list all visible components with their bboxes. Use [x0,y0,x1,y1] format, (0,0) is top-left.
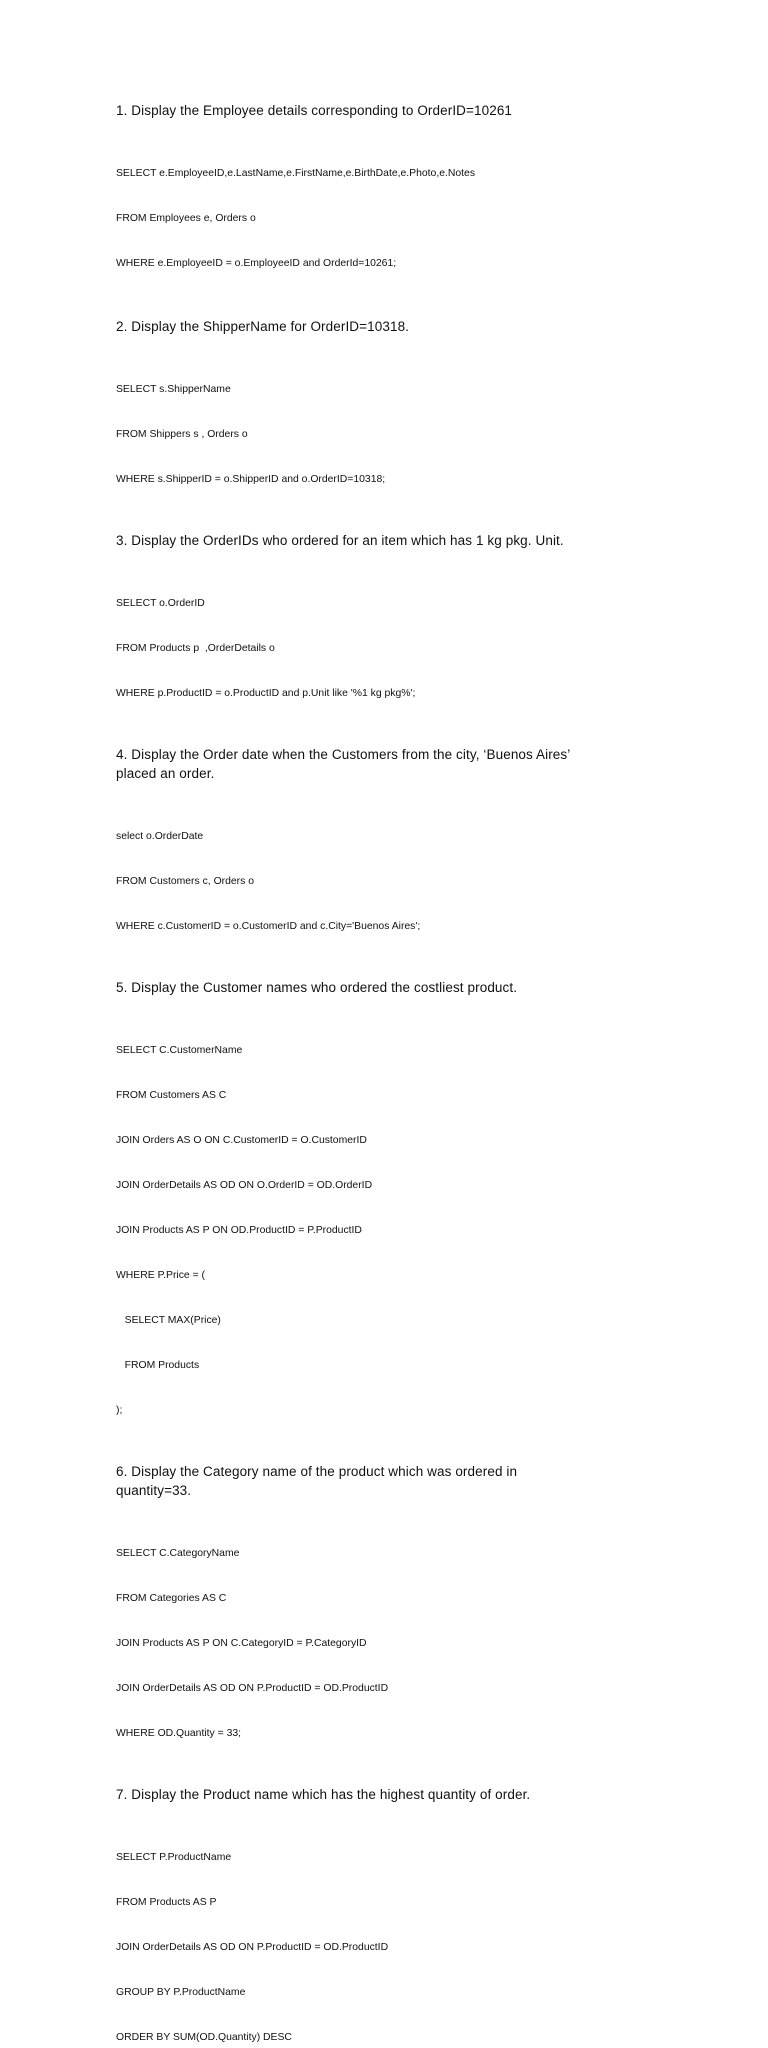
sql-code-block [116,352,716,517]
question-block-4 [116,745,716,964]
code-line: JOIN Products AS P ON OD.ProductID = P.ProductID [116,1225,362,1236]
question-block-3 [116,531,716,731]
code-line: ORDER BY SUM(OD.Quantity) DESC [116,2032,292,2043]
code-line: SELECT s.ShipperName [116,384,231,395]
document-page [116,101,716,2048]
sql-code-block [116,136,716,301]
code-line: ); [116,1405,123,1416]
code-line: FROM Products p ,OrderDetails o [116,643,275,654]
code-line: FROM Products [116,1360,200,1371]
question-block-6 [116,1462,716,1771]
code-line: JOIN OrderDetails AS OD ON P.ProductID = OD.ProductID [116,1942,389,1953]
sql-code-block [116,1013,716,1448]
code-line: SELECT e.EmployeeID,e.LastName,e.FirstName,e.BirthDate,e.Photo,e.Notes [116,168,476,179]
code-line: SELECT C.CategoryName [116,1548,240,1559]
code-line: GROUP BY P.ProductName [116,1987,246,1998]
code-line: FROM Products AS P [116,1897,217,1908]
code-line: WHERE s.ShipperID = o.ShipperID and o.OrderID=10318; [116,474,386,485]
question-heading: 7. Display the Product name which has the highest quantity of order. [116,1787,531,1802]
question-block-7 [116,1785,716,2048]
code-line: FROM Customers c, Orders o [116,876,254,887]
question-block-2 [116,317,716,517]
question-heading: 5. Display the Customer names who ordered the costliest product. [116,980,518,995]
code-line: WHERE c.CustomerID = o.CustomerID and c.City='Buenos Aires'; [116,921,421,932]
code-line: WHERE OD.Quantity = 33; [116,1728,242,1739]
code-line: JOIN Products AS P ON C.CategoryID = P.CategoryID [116,1638,367,1649]
code-line: JOIN OrderDetails AS OD ON O.OrderID = OD.OrderID [116,1180,373,1191]
question-heading: 2. Display the ShipperName for OrderID=10318. [116,319,410,334]
question-heading: 3. Display the OrderIDs who ordered for an item which has 1 kg pkg. Unit. [116,533,564,548]
code-line: JOIN OrderDetails AS OD ON P.ProductID = OD.ProductID [116,1683,389,1694]
sql-code-block [116,566,716,731]
question-block-5 [116,978,716,1448]
code-line: JOIN Orders AS O ON C.CustomerID = O.CustomerID [116,1135,367,1146]
sql-code-block [116,799,716,964]
code-line: SELECT o.OrderID [116,598,205,609]
code-line: SELECT P.ProductName [116,1852,232,1863]
question-heading: 1. Display the Employee details corresponding to OrderID=10261 [116,103,513,118]
code-line: WHERE P.Price = ( [116,1270,206,1281]
code-line: WHERE e.EmployeeID = o.EmployeeID and OrderId=10261; [116,258,397,269]
question-heading: 4. Display the Order date when the Customers from the city, ‘Buenos Aires’ placed an order. [116,747,570,781]
code-line: SELECT C.CustomerName [116,1045,243,1056]
sql-code-block [116,1516,716,1771]
code-line: FROM Categories AS C [116,1593,227,1604]
code-line: FROM Customers AS C [116,1090,227,1101]
code-line: FROM Employees e, Orders o [116,213,256,224]
code-line: WHERE p.ProductID = o.ProductID and p.Unit like '%1 kg pkg%'; [116,688,416,699]
code-line: FROM Shippers s , Orders o [116,429,248,440]
sql-code-block [116,1820,716,2048]
code-line: SELECT MAX(Price) [116,1315,221,1326]
code-line: select o.OrderDate [116,831,204,842]
question-block-1 [116,101,716,301]
question-heading: 6. Display the Category name of the product which was ordered in quantity=33. [116,1464,518,1498]
